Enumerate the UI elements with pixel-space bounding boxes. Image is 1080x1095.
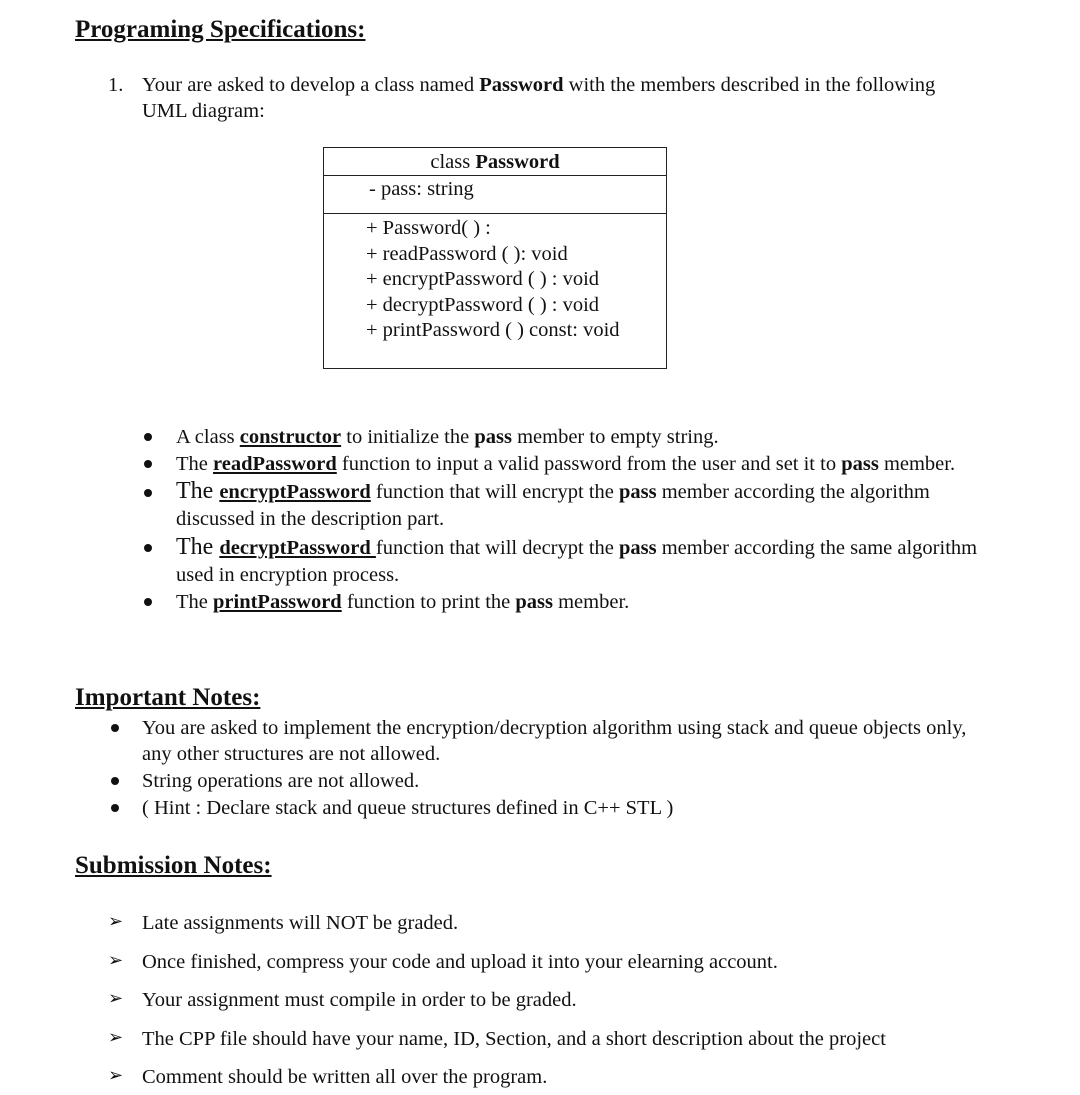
spec-bullet-line2: used in encryption process. [176, 564, 400, 586]
page-title: Programing Specifications: [75, 16, 366, 43]
submission-item: Your assignment must compile in order to be graded. [142, 989, 577, 1011]
important-note: String operations are not allowed. [142, 770, 420, 792]
intro-number: 1. [108, 74, 124, 96]
intro-text-line2: UML diagram: [142, 100, 265, 122]
uml-method: + printPassword ( ) const: void [366, 319, 620, 341]
submission-item: Once finished, compress your code and upload it into your elearning account. [142, 951, 778, 973]
spec-bullet: The printPassword function to print the pass member. [176, 591, 630, 613]
arrow-bullet-icon: ➢ [108, 950, 124, 970]
submission-item: The CPP file should have your name, ID, Section, and a short description about the project [142, 1028, 886, 1050]
uml-class-title: class Password [430, 151, 560, 173]
bullet-dot [111, 724, 119, 732]
submission-notes-heading: Submission Notes: [75, 852, 272, 879]
spec-bullet: The decryptPassword function that will decrypt the pass member according the same algorithm [176, 534, 978, 560]
submission-item: Comment should be written all over the program. [142, 1066, 548, 1088]
spec-bullet: The readPassword function to input a valid password from the user and set it to pass member. [176, 453, 956, 475]
intro-text: Your are asked to develop a class named Password with the members described in the following [142, 74, 936, 96]
bullet-dot [144, 544, 152, 552]
bullet-dot [111, 777, 119, 785]
bullet-dot [144, 433, 152, 441]
uml-method: + decryptPassword ( ) : void [366, 294, 600, 316]
bullet-dot [144, 460, 152, 468]
important-note: You are asked to implement the encryption/decryption algorithm using stack and queue objects only, [142, 717, 967, 739]
spec-bullet: The encryptPassword function that will encrypt the pass member according the algorithm [176, 478, 930, 504]
submission-item: Late assignments will NOT be graded. [142, 912, 459, 934]
bullet-dot [144, 489, 152, 497]
arrow-bullet-icon: ➢ [108, 1027, 124, 1047]
uml-method: + readPassword ( ): void [366, 243, 568, 265]
arrow-bullet-icon: ➢ [108, 911, 124, 931]
arrow-bullet-icon: ➢ [108, 1065, 124, 1085]
uml-method: + Password( ) : [366, 217, 491, 239]
important-notes-heading: Important Notes: [75, 684, 261, 711]
bullet-dot [144, 598, 152, 606]
bullet-dot [111, 804, 119, 812]
important-note: ( Hint : Declare stack and queue structures defined in C++ STL ) [142, 797, 674, 819]
spec-bullet-line2: discussed in the description part. [176, 508, 445, 530]
arrow-bullet-icon: ➢ [108, 988, 124, 1008]
uml-method: + encryptPassword ( ) : void [366, 268, 600, 290]
uml-attribute: - pass: string [369, 178, 474, 200]
spec-bullet: A class constructor to initialize the pass member to empty string. [176, 426, 719, 448]
important-note-line2: any other structures are not allowed. [142, 743, 441, 765]
uml-class-diagram [323, 147, 667, 369]
